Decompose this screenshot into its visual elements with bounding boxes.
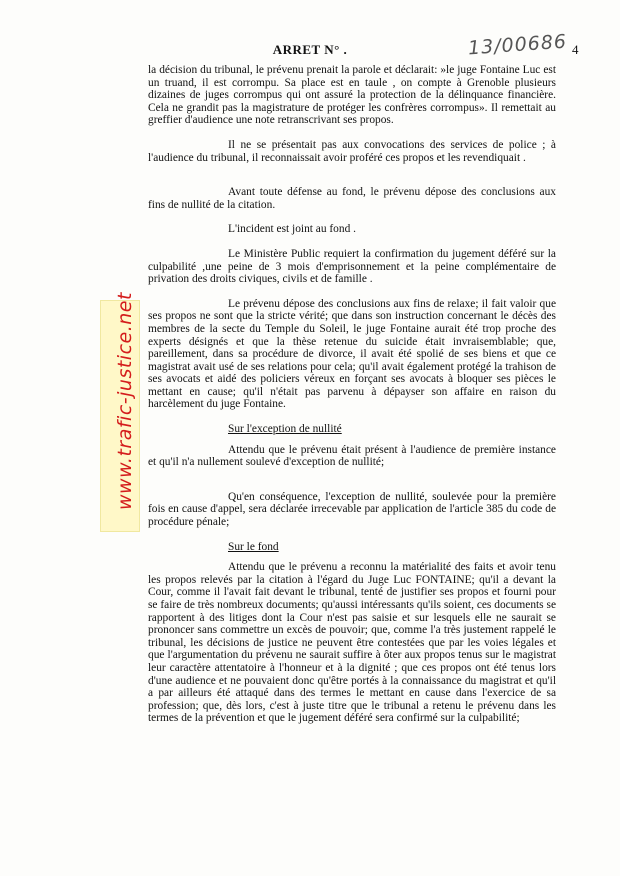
paragraph-statement: la décision du tribunal, le prévenu prenait la parole et déclarait: »le juge Fontaine Luc est un truand, il est corrompu. Sa place est en taule , on compte à Grenoble plusieurs dizaines de juges corrompus qui ont assuré la protection de la délinquance financière. Cela ne grandit pas la magistrature de protéger les confrères corrompus». Il remettait au greffier d'audience une note retranscrivant ses propos.: [148, 64, 556, 127]
paragraph-attendu-nullite: Attendu que le prévenu était présent à l'audience de première instance et qu'il n'a nullement soulevé d'exception de nullité;: [148, 443, 556, 469]
handwritten-reference: 13/00686: [467, 30, 568, 60]
paragraph-consequence: Qu'en conséquence, l'exception de nullité, soulevée pour la première fois en cause d'appel, sera déclarée irrecevable par application de l'article 385 du code de procédure pénale;: [148, 490, 556, 529]
paragraph-ministere-public: Le Ministère Public requiert la confirmation du jugement déféré sur la culpabilité ,une peine de 3 mois d'emprisonnement et la peine complémentaire de privation des droits civiques, civils et de famille .: [148, 247, 556, 286]
paragraph-attendu-fond: Attendu que le prévenu a reconnu la matérialité des faits et avoir tenu les propos relevés par la citation à l'égard du Juge Luc FONTAINE; qu'il a devant la Cour, comme il l'avait fait devant le tribunal, tenté de justifier ses propos et fourni pour se faire de très nombreux documents; qu'aussi intéressants qu'ils soient, ces documents se rapportent à des litiges dont la Cour n'est pas saisie et sur lesquels elle ne saurait se prononcer sans commettre un excès de pouvoir; que, comme l'a très justement rappelé le tribunal, les décisions de justice ne peuvent être contestées que par les voies légales et que l'argumentation du prévenu ne saurait suffire à ôter aux propos tenus sur le magistrat leur caractère attentatoire à l'honneur et à la dignité ; que ces propos ont été tenus lors d'une audience et ne pouvaient donc qu'être portés à la connaissance du magistrat et qu'il a par ailleurs été attaqué dans des termes le mettant en cause dans l'exercice de sa profession; que, dès lors, c'est à juste titre que le tribunal a retenu le prévenu dans les termes de la prévention et que le jugement déféré sera confirmé sur la culpabilité;: [148, 561, 556, 725]
paragraph-incident: L'incident est joint au fond .: [228, 223, 356, 236]
page-title: ARRET N° .: [272, 42, 348, 57]
section-heading-nullite: Sur l'exception de nullité: [228, 423, 342, 436]
document-body: [148, 64, 556, 737]
paragraph-police: Il ne se présentait pas aux convocations des services de police ; à l'audience du tribunal, il reconnaissait avoir proféré ces propos et les revendiquait .: [148, 138, 556, 164]
section-heading-fond: Sur le fond: [228, 540, 279, 553]
website-stamp: www.trafic-justice.net: [114, 292, 136, 510]
paragraph-relaxe: Le prévenu dépose des conclusions aux fins de relaxe; il fait valoir que ses propos ne sont que la stricte vérité; que dans son instruction concernant le décès des membres de la secte du Temple du Soleil, le juge Fontaine aurait été trop proche des experts désignés et que la thèse retenue du suicide était invraisemblable; que, pareillement, dans sa procédure de divorce, il avait été spolié de ses biens et que ce magistrat avait usé de ses relations pour cela; qu'il avait également protégé la trahison de ses avocats et aidé des policiers véreux en forçant ses avocats à bloquer ses pièces le mettant en cause; qu'il n'était pas parvenu à dépayser son affaire en raison du harcèlement du juge Fontaine.: [148, 297, 556, 411]
paragraph-defense: Avant toute défense au fond, le prévenu dépose des conclusions aux fins de nullité de la citation.: [148, 186, 556, 211]
page-number: 4: [572, 42, 579, 57]
